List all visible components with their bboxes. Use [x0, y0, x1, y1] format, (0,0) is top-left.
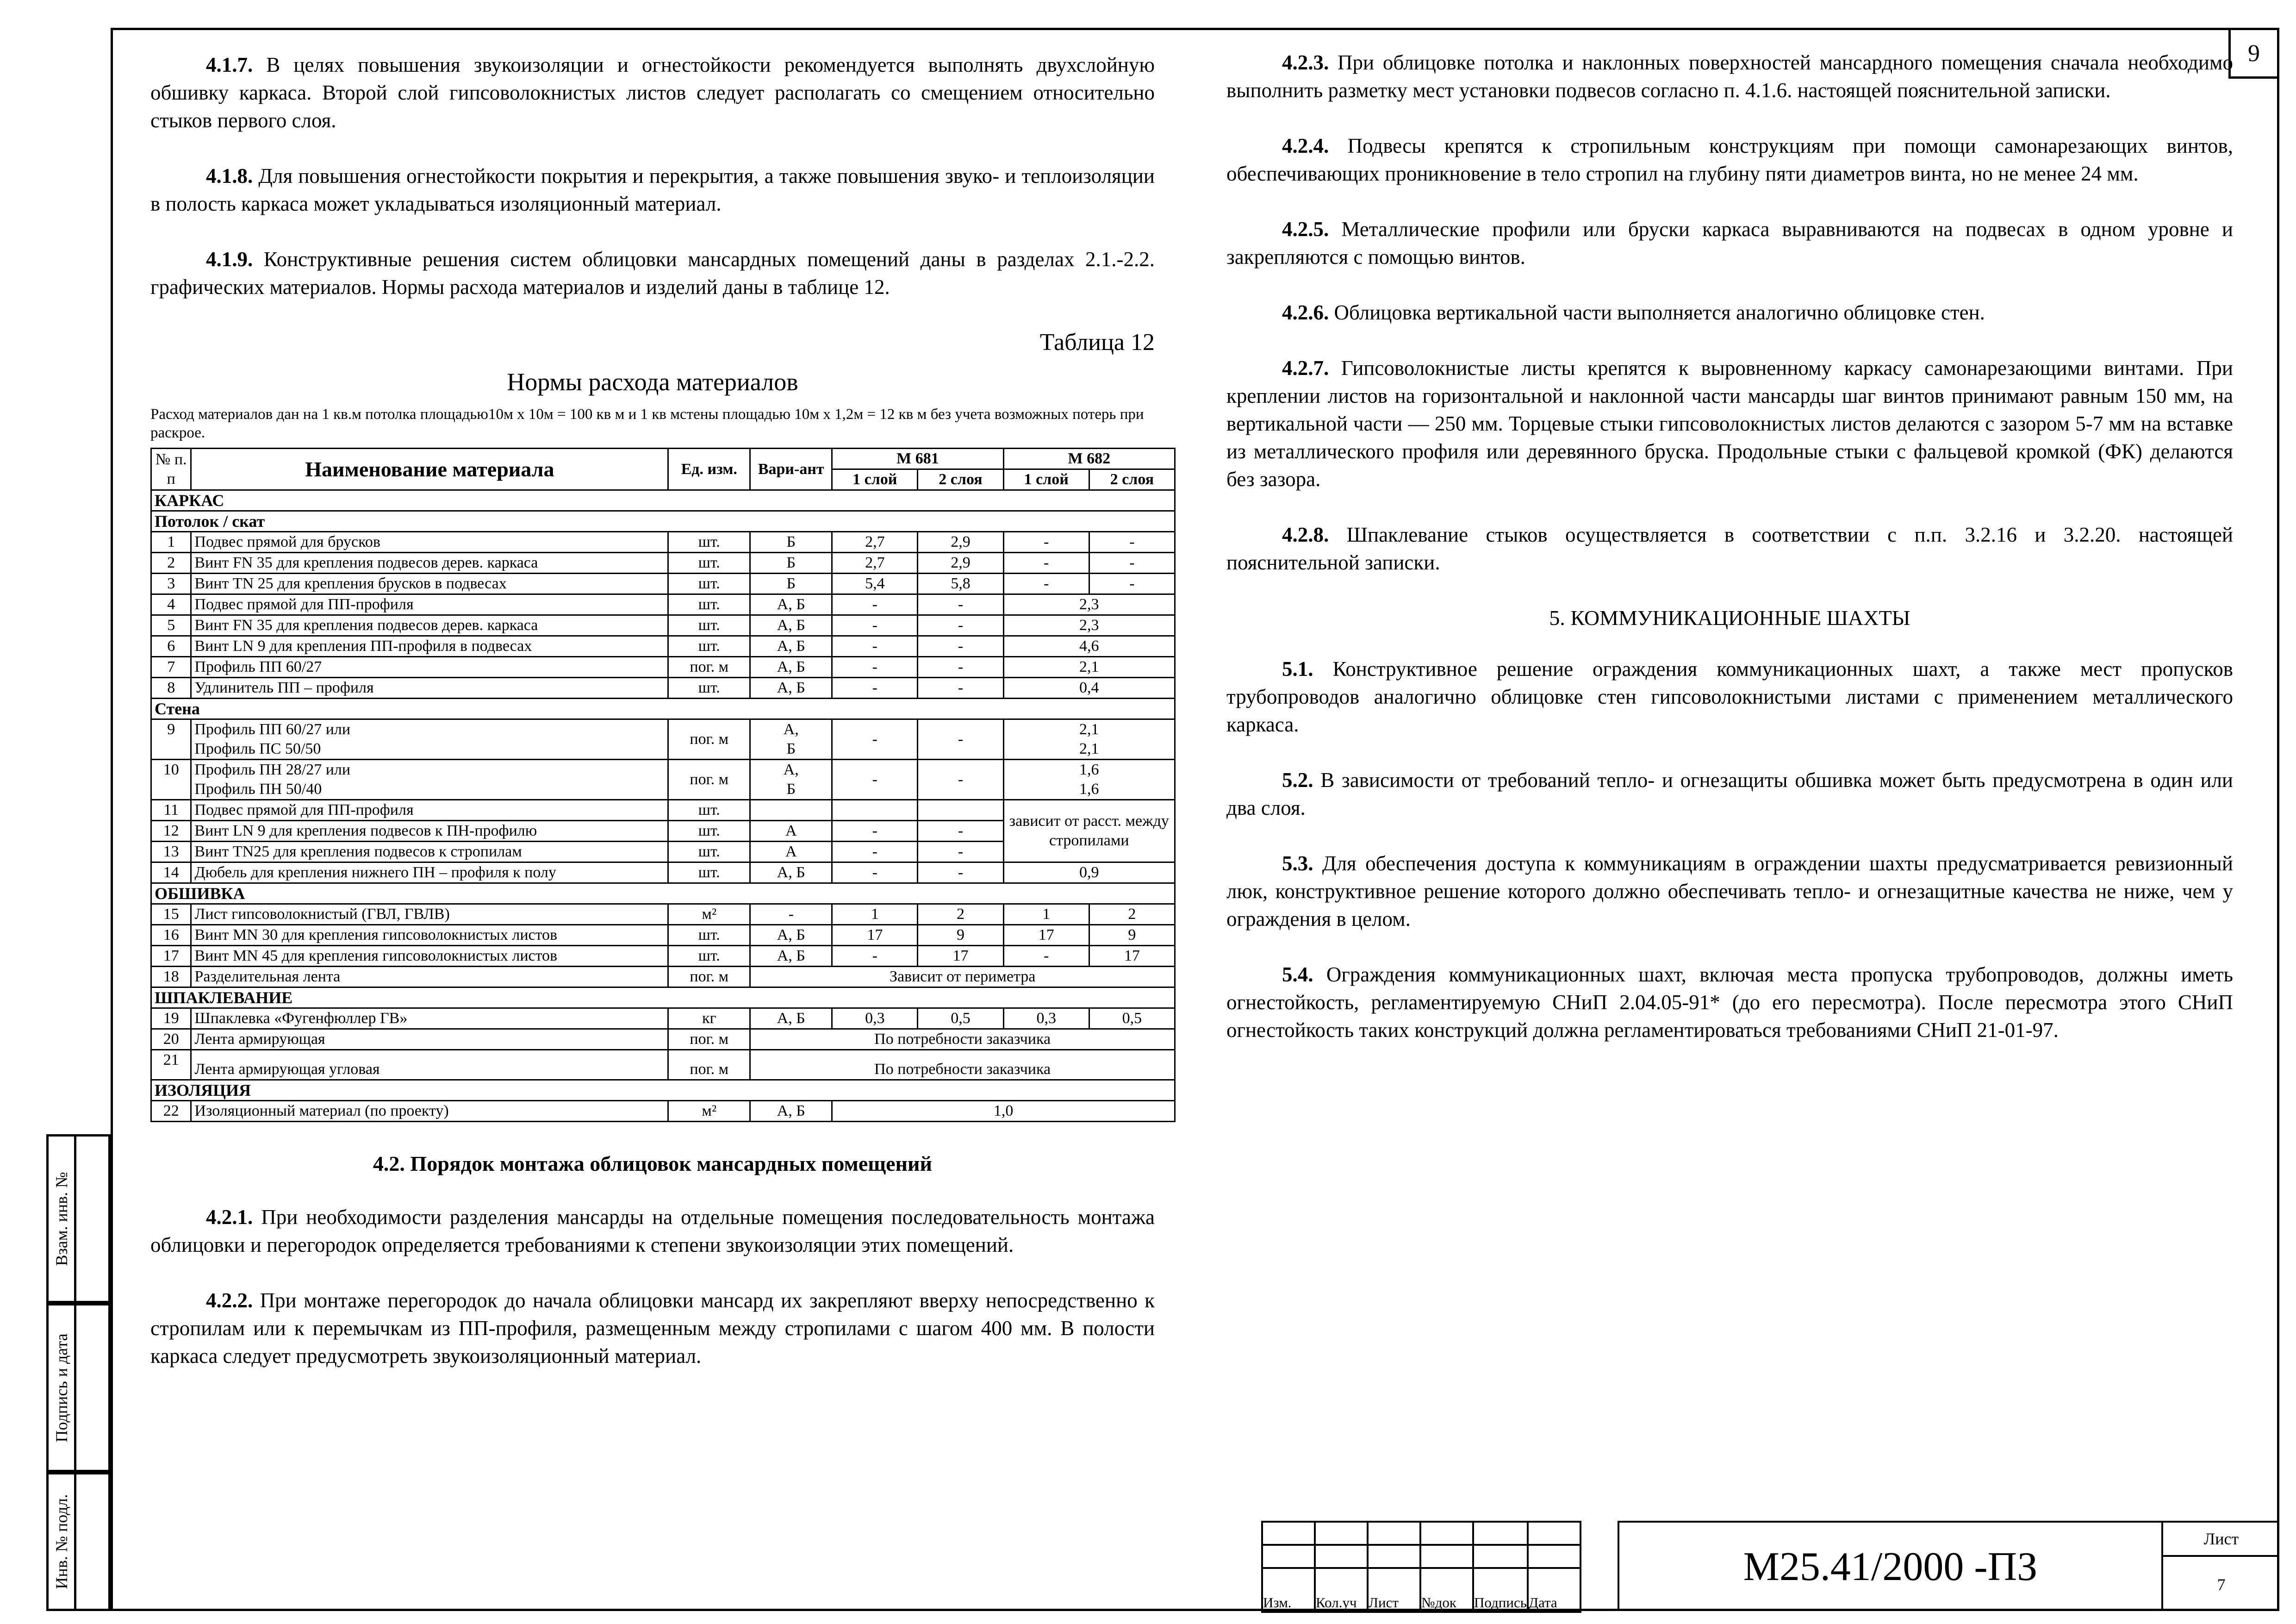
- cell-variant: [750, 800, 832, 821]
- cell-value: -: [918, 615, 1003, 636]
- cell-name-line: Профиль ПП 60/27 или: [194, 721, 351, 738]
- paragraph-number: 4.1.8.: [206, 164, 253, 187]
- cell-value: -: [918, 760, 1003, 800]
- cell-value: 2,3: [1003, 615, 1175, 636]
- paragraph-number: 4.1.9.: [206, 248, 253, 271]
- paragraph-text: Облицовка вертикальной части выполняется аналогично облицовке стен.: [1329, 301, 1985, 324]
- cell-value: 9: [1089, 925, 1175, 946]
- cell-value: 1: [1003, 904, 1089, 925]
- cell-num: 19: [151, 1008, 191, 1029]
- table-row: [151, 657, 1175, 678]
- section-5-title: 5. КОММУНИКАЦИОННЫЕ ШАХТЫ: [1549, 606, 1910, 630]
- paragraph-number: 5.1.: [1282, 657, 1313, 681]
- cell-num: 21: [151, 1050, 191, 1080]
- table-row: [151, 1029, 1175, 1050]
- cell-name: Винт MN 45 для крепления гипсоволокнистых листов: [191, 946, 668, 967]
- cell-value: -: [1003, 532, 1089, 553]
- cell-unit: шт.: [668, 821, 750, 842]
- section-4-2-heading: 4.2. Порядок монтажа облицовок мансардных помещений: [373, 1152, 933, 1175]
- paragraph-4-1-7: [150, 51, 1155, 134]
- section-row: ШПАКЛЕВАНИЕ: [151, 987, 1175, 1008]
- cell-unit: пог. м: [668, 1029, 750, 1050]
- cell-value: [1003, 719, 1175, 760]
- cell-name: Винт FN 35 для крепления подвесов дерев. каркаса: [191, 553, 668, 574]
- header-layer2: 2 слоя: [1089, 469, 1175, 490]
- paragraph-4-2-3: [1226, 49, 2233, 104]
- cell-value: 5,8: [918, 574, 1003, 594]
- table-row: [151, 760, 1175, 800]
- cell-variant: Б: [750, 553, 832, 574]
- cell-variant: А: [750, 842, 832, 862]
- document-code-text: М25.41/2000 -ПЗ: [1743, 1544, 2038, 1589]
- paragraph-text: Ограждения коммуникационных шахт, включая места пропуска трубопроводов, должны иметь огнестойкость, регламентируемую СНиП 2.04.05-91* (до его пересмотра). После пересмотра этого СНиП огнестойкость таких конструкций должна регламентироваться требованиями СНиП 21-01-97.: [1226, 963, 2233, 1042]
- cell-value: -: [918, 657, 1003, 678]
- cell-value: -: [1089, 574, 1175, 594]
- sidebar-podpis: [46, 1303, 111, 1472]
- cell-variant: А, Б: [750, 946, 832, 967]
- paragraph-number: 4.1.7.: [206, 53, 253, 76]
- cell-value: -: [832, 862, 918, 883]
- paragraph-4-2-1: [150, 1203, 1155, 1259]
- cell-value: -: [832, 615, 918, 636]
- cell-unit: шт.: [668, 553, 750, 574]
- cell-value: 2,7: [832, 532, 918, 553]
- cell-value: 2,9: [918, 532, 1003, 553]
- cell-num: 4: [151, 594, 191, 615]
- table-row: [151, 636, 1175, 657]
- table-row: [151, 800, 1175, 821]
- cell-value: 4,6: [1003, 636, 1175, 657]
- stamp-grid: [1261, 1521, 1634, 1613]
- header-m681: М 681: [832, 449, 1003, 469]
- cell-variant: А, Б: [750, 678, 832, 699]
- cell-value: -: [832, 678, 918, 699]
- cell-name: Лента армирующая угловая: [191, 1050, 668, 1080]
- cell-unit: шт.: [668, 678, 750, 699]
- cell-value: -: [832, 594, 918, 615]
- cell-value: 17: [832, 925, 918, 946]
- cell-num: 1: [151, 532, 191, 553]
- cell-merged-value: По потребности заказчика: [750, 1029, 1175, 1050]
- table-row: [151, 594, 1175, 615]
- table-row: [151, 719, 1175, 760]
- cell-variant: [750, 719, 832, 760]
- cell-value: 9: [918, 925, 1003, 946]
- cell-name: Винт FN 35 для крепления подвесов дерев. каркаса: [191, 615, 668, 636]
- cell-name: [191, 719, 668, 760]
- cell-value-line: 1,6: [1079, 761, 1099, 778]
- paragraph-text: Конструктивные решения систем облицовки мансардных помещений даны в разделах 2.1.-2.2. графических материалов. Нормы расхода материалов и изделий даны в таблице 12.: [150, 248, 1155, 299]
- cell-value: 17: [918, 946, 1003, 967]
- cell-unit: пог. м: [668, 760, 750, 800]
- cell-value: -: [1089, 532, 1175, 553]
- cell-unit: кг: [668, 1008, 750, 1029]
- cell-variant: А, Б: [750, 657, 832, 678]
- cell-value-line: 2,1: [1079, 740, 1099, 757]
- cell-value: 2,9: [918, 553, 1003, 574]
- cell-name: [191, 760, 668, 800]
- cell-value: -: [918, 594, 1003, 615]
- paragraph-5-2: [1226, 766, 2233, 822]
- sidebar-inv: [46, 1472, 111, 1611]
- cell-unit: пог. м: [668, 657, 750, 678]
- cell-variant-line: А,: [783, 721, 799, 738]
- stamp-data: Дата: [1528, 1568, 1580, 1612]
- paragraph-5-4: [1226, 961, 2233, 1044]
- cell-variant: Б: [750, 574, 832, 594]
- cell-value: -: [1003, 946, 1089, 967]
- table-row: [151, 946, 1175, 967]
- paragraph-text: Подвесы крепятся к стропильным конструкциям при помощи самонарезающих винтов, обеспечивающих проникновение в тело стропил на глубину пяти диаметров винта, но не менее 24 мм.: [1226, 134, 2233, 185]
- cell-value: 2: [1089, 904, 1175, 925]
- cell-name: Винт LN 9 для крепления ПП-профиля в подвесах: [191, 636, 668, 657]
- sheet-number: 7: [2217, 1575, 2226, 1594]
- sidebar-podpis-label: Подпись и дата: [52, 1333, 71, 1442]
- cell-value: -: [918, 719, 1003, 760]
- cell-value: 2,7: [832, 553, 918, 574]
- paragraph-text: При монтаже перегородок до начала облицовки мансард их закрепляют вверху непосредственно к стропилам или к перемычкам из ПП-профиля, размещенным между стропилами с шагом 400 мм. В полости каркаса следует предусмотреть звукоизоляционный материал.: [150, 1289, 1155, 1368]
- cell-value-line: 2,1: [1079, 721, 1099, 738]
- cell-name: Шпаклевка «Фугенфюллер ГВ»: [191, 1008, 668, 1029]
- cell-value: [832, 800, 918, 821]
- paragraph-text: Металлические профили или бруски каркаса выравниваются на подвесах в одном уровне и закрепляются с помощью винтов.: [1226, 218, 2233, 269]
- stamp-ndok: №док: [1420, 1568, 1473, 1612]
- cell-value: 0,3: [832, 1008, 918, 1029]
- cell-merged-value: По потребности заказчика: [750, 1050, 1175, 1080]
- table-row: [151, 1008, 1175, 1029]
- paragraph-4-2-4: [1226, 132, 2233, 187]
- table-row: [151, 574, 1175, 594]
- header-name: Наименование материала: [191, 449, 668, 490]
- cell-unit: шт.: [668, 946, 750, 967]
- sheet-box: [2161, 1521, 2279, 1611]
- cell-value: -: [832, 636, 918, 657]
- sidebar-inv-label: Инв. № подл.: [52, 1494, 71, 1589]
- paragraph-number: 4.2.8.: [1282, 523, 1329, 546]
- cell-num: 3: [151, 574, 191, 594]
- cell-value: -: [832, 719, 918, 760]
- cell-variant-line: Б: [786, 740, 796, 757]
- table-header-row: [151, 449, 1175, 469]
- cell-value: 2,1: [1003, 657, 1175, 678]
- cell-value: -: [832, 760, 918, 800]
- header-variant: Вари-ант: [750, 449, 832, 490]
- paragraph-5-1: [1226, 655, 2233, 738]
- cell-num: 17: [151, 946, 191, 967]
- cell-num: 9: [151, 719, 191, 760]
- paragraph-text: В зависимости от требований тепло- и огнезащиты обшивка может быть предусмотрена в один или два слоя.: [1226, 768, 2233, 819]
- cell-num: 12: [151, 821, 191, 842]
- cell-merged-value: зависит от расст. между стропилами: [1003, 800, 1175, 862]
- section-row: ОБШИВКА: [151, 883, 1175, 904]
- cell-name-line: Профиль ПС 50/50: [194, 740, 321, 757]
- subsection-row: Стена: [151, 699, 1175, 719]
- cell-unit: пог. м: [668, 1050, 750, 1080]
- paragraph-number: 5.3.: [1282, 852, 1313, 875]
- cell-variant: [750, 760, 832, 800]
- paragraph-4-2-2: [150, 1287, 1155, 1370]
- cell-unit: шт.: [668, 842, 750, 862]
- paragraph-4-2-7: [1226, 354, 2233, 493]
- cell-value: -: [1089, 553, 1175, 574]
- cell-variant: А, Б: [750, 862, 832, 883]
- cell-name: Винт TN25 для крепления подвесов к стропилам: [191, 842, 668, 862]
- paragraph-number: 4.2.4.: [1282, 134, 1329, 157]
- stamp-koluch: Кол.уч: [1315, 1568, 1368, 1612]
- cell-value: -: [1003, 574, 1089, 594]
- header-layer2: 2 слоя: [918, 469, 1003, 490]
- cell-variant: А, Б: [750, 925, 832, 946]
- header-layer1: 1 слой: [832, 469, 918, 490]
- cell-value: [918, 800, 1003, 821]
- paragraph-text: В целях повышения звукоизоляции и огнестойкости рекомендуется выполнять двухслойную обшивку каркаса. Второй слой гипсоволокнистых листов следует располагать со смещением относительно стыков первого слоя.: [150, 53, 1155, 132]
- cell-value: -: [918, 862, 1003, 883]
- table-row: [151, 862, 1175, 883]
- cell-value: -: [832, 657, 918, 678]
- section-row: КАРКАС: [151, 490, 1175, 511]
- table-row: [151, 678, 1175, 699]
- paragraph-text: Для повышения огнестойкости покрытия и перекрытия, а также повышения звуко- и теплоизоляции в полость каркаса может укладываться изоляционный материал.: [150, 164, 1155, 215]
- paragraph-number: 4.2.5.: [1282, 218, 1329, 241]
- header-unit: Ед. изм.: [668, 449, 750, 490]
- cell-value: 2,3: [1003, 594, 1175, 615]
- paragraph-4-1-9: [150, 245, 1155, 301]
- sidebar-vzam: [46, 1134, 111, 1303]
- cell-num: 22: [151, 1101, 191, 1122]
- cell-variant: А, Б: [750, 1101, 832, 1122]
- table-note: Расход материалов дан на 1 кв.м потолка площадью10м х 10м = 100 кв м и 1 кв мстены площадью 10м х 1,2м = 12 кв м без учета возможных потерь при раскрое.: [150, 406, 1144, 441]
- cell-value: 0,3: [1003, 1008, 1089, 1029]
- paragraph-4-1-8: [150, 162, 1155, 218]
- cell-variant: А, Б: [750, 594, 832, 615]
- cell-variant: А, Б: [750, 1008, 832, 1029]
- cell-value: 1: [832, 904, 918, 925]
- cell-name-line: Профиль ПН 28/27 или: [194, 761, 351, 778]
- cell-merged-value: Зависит от периметра: [750, 967, 1175, 987]
- paragraph-number: 4.2.6.: [1282, 301, 1329, 324]
- cell-value: 0,9: [1003, 862, 1175, 883]
- cell-unit: шт.: [668, 925, 750, 946]
- cell-name: Подвес прямой для ПП-профиля: [191, 594, 668, 615]
- cell-value: -: [1003, 553, 1089, 574]
- paragraph-5-3: [1226, 849, 2233, 933]
- table-row: [151, 615, 1175, 636]
- paragraph-number: 4.2.7.: [1282, 356, 1329, 380]
- cell-name: Винт MN 30 для крепления гипсоволокнистых листов: [191, 925, 668, 946]
- cell-num: 5: [151, 615, 191, 636]
- cell-value: [1003, 760, 1175, 800]
- cell-unit: пог. м: [668, 967, 750, 987]
- cell-unit: м²: [668, 904, 750, 925]
- cell-name: Винт LN 9 для крепления подвесов к ПН-профилю: [191, 821, 668, 842]
- header-layer1: 1 слой: [1003, 469, 1089, 490]
- table-label: Таблица 12: [1039, 329, 1155, 356]
- materials-table: [150, 448, 1176, 1122]
- paragraph-number: 4.2.3.: [1282, 51, 1329, 74]
- cell-value: -: [832, 821, 918, 842]
- paragraph-text: При облицовке потолка и наклонных поверхностей мансардного помещения сначала необходимо выполнить разметку мест установки подвесов согласно п. 4.1.6. настоящей пояснительной записки.: [1226, 51, 2233, 102]
- cell-variant: -: [750, 904, 832, 925]
- paragraph-text: Для обеспечения доступа к коммуникациям в ограждении шахты предусматривается ревизионный люк, конструктивное решение которого должно обеспечивать тепло- и огнезащитные качества не ниже, чем у ограждения в целом.: [1226, 852, 2233, 931]
- cell-value: 17: [1003, 925, 1089, 946]
- cell-merged-value: 1,0: [832, 1101, 1175, 1122]
- cell-value: -: [918, 636, 1003, 657]
- paragraph-text: Шпаклевание стыков осуществляется в соответствии с п.п. 3.2.16 и 3.2.20. настоящей пояснительной записки.: [1226, 523, 2233, 574]
- cell-unit: шт.: [668, 800, 750, 821]
- cell-name: Изоляционный материал (по проекту): [191, 1101, 668, 1122]
- table-row: [151, 904, 1175, 925]
- section-row: ИЗОЛЯЦИЯ: [151, 1080, 1175, 1101]
- cell-num: 15: [151, 904, 191, 925]
- cell-unit: пог. м: [668, 719, 750, 760]
- cell-num: 7: [151, 657, 191, 678]
- cell-name: Дюбель для крепления нижнего ПН – профиля к полу: [191, 862, 668, 883]
- paragraph-4-2-6: [1226, 299, 2233, 326]
- cell-name: Подвес прямой для ПП-профиля: [191, 800, 668, 821]
- cell-value: 0,4: [1003, 678, 1175, 699]
- cell-variant-line: Б: [786, 781, 796, 798]
- paragraph-number: 4.2.1.: [206, 1206, 253, 1229]
- subsection-row: Потолок / скат: [151, 511, 1175, 532]
- right-column: [1226, 49, 2233, 1072]
- cell-unit: шт.: [668, 532, 750, 553]
- cell-unit: шт.: [668, 636, 750, 657]
- table-title: Нормы расхода материалов: [507, 368, 798, 396]
- cell-name: Подвес прямой для брусков: [191, 532, 668, 553]
- cell-value-line: 1,6: [1079, 781, 1099, 798]
- left-column: [150, 51, 1169, 1398]
- cell-unit: шт.: [668, 615, 750, 636]
- document-code: [1618, 1521, 2161, 1611]
- cell-variant-line: А,: [783, 761, 799, 778]
- cell-value: 17: [1089, 946, 1175, 967]
- cell-name: Профиль ПП 60/27: [191, 657, 668, 678]
- paragraph-text: Конструктивное решение ограждения коммуникационных шахт, а также мест пропусков трубопроводов аналогично облицовке стен гипсоволокнистыми листами с применением металлического каркаса.: [1226, 657, 2233, 736]
- cell-value: 0,5: [918, 1008, 1003, 1029]
- table-row: [151, 553, 1175, 574]
- sidebar-vzam-label: Взам. инв. №: [52, 1172, 71, 1266]
- cell-unit: шт.: [668, 594, 750, 615]
- cell-variant: А: [750, 821, 832, 842]
- cell-variant: А, Б: [750, 636, 832, 657]
- cell-variant: А, Б: [750, 615, 832, 636]
- cell-name: Разделительная лента: [191, 967, 668, 987]
- table-row: [151, 925, 1175, 946]
- cell-num: 20: [151, 1029, 191, 1050]
- table-row: [151, 532, 1175, 553]
- cell-value: -: [918, 678, 1003, 699]
- cell-name: Винт TN 25 для крепления брусков в подвесах: [191, 574, 668, 594]
- cell-num: 2: [151, 553, 191, 574]
- cell-unit: шт.: [668, 574, 750, 594]
- cell-num: 6: [151, 636, 191, 657]
- cell-name-line: Профиль ПН 50/40: [194, 781, 322, 798]
- table-row: [151, 967, 1175, 987]
- title-block: [1261, 1521, 2279, 1611]
- cell-name: Удлинитель ПП – профиля: [191, 678, 668, 699]
- cell-variant: Б: [750, 532, 832, 553]
- paragraph-number: 5.2.: [1282, 768, 1313, 792]
- cell-num: 16: [151, 925, 191, 946]
- paragraph-number: 5.4.: [1282, 963, 1313, 986]
- cell-num: 18: [151, 967, 191, 987]
- cell-num: 8: [151, 678, 191, 699]
- cell-num: 13: [151, 842, 191, 862]
- cell-value: -: [832, 946, 918, 967]
- header-num: № п. п: [151, 449, 191, 490]
- cell-value: -: [918, 842, 1003, 862]
- paragraph-text: Гипсоволокнистые листы крепятся к выровненному каркасу самонарезающими винтами. При креплении листов на горизонтальной и наклонной части мансарды шаг винтов принимают равным 150 мм, на вертикальной части — 250 мм. Торцевые стыки гипсоволокнистых листов делаются с зазором 5-7 мм на вставке из металлического профиля или деревянного бруска. Продольные стыки с фальцевой кромкой (ФК) делаются без зазора.: [1226, 356, 2233, 491]
- stamp-izm: Изм.: [1262, 1568, 1315, 1612]
- cell-unit: м²: [668, 1101, 750, 1122]
- cell-name: Лента армирующая: [191, 1029, 668, 1050]
- paragraph-4-2-5: [1226, 215, 2233, 271]
- cell-value: -: [832, 842, 918, 862]
- cell-name: Лист гипсоволокнистый (ГВЛ, ГВЛВ): [191, 904, 668, 925]
- cell-value: 5,4: [832, 574, 918, 594]
- paragraph-number: 4.2.2.: [206, 1289, 253, 1312]
- sheet-label: Лист: [2163, 1523, 2279, 1557]
- cell-num: 14: [151, 862, 191, 883]
- stamp-list: Лист: [1368, 1568, 1420, 1612]
- table-row: [151, 1101, 1175, 1122]
- cell-num: 10: [151, 760, 191, 800]
- stamp-podpis: Подпись: [1473, 1568, 1528, 1612]
- cell-unit: шт.: [668, 862, 750, 883]
- cell-value: 0,5: [1089, 1008, 1175, 1029]
- paragraph-text: При необходимости разделения мансарды на отдельные помещения последовательность монтажа облицовки и перегородок определяется требованиями к степени звукоизоляции этих помещений.: [150, 1206, 1155, 1256]
- cell-value: 2: [918, 904, 1003, 925]
- cell-value: -: [918, 821, 1003, 842]
- page-number-box: [2228, 28, 2279, 79]
- table-row: [151, 1050, 1175, 1080]
- page-number: 9: [2248, 40, 2260, 67]
- paragraph-4-2-8: [1226, 521, 2233, 576]
- cell-num: 11: [151, 800, 191, 821]
- header-m682: М 682: [1003, 449, 1175, 469]
